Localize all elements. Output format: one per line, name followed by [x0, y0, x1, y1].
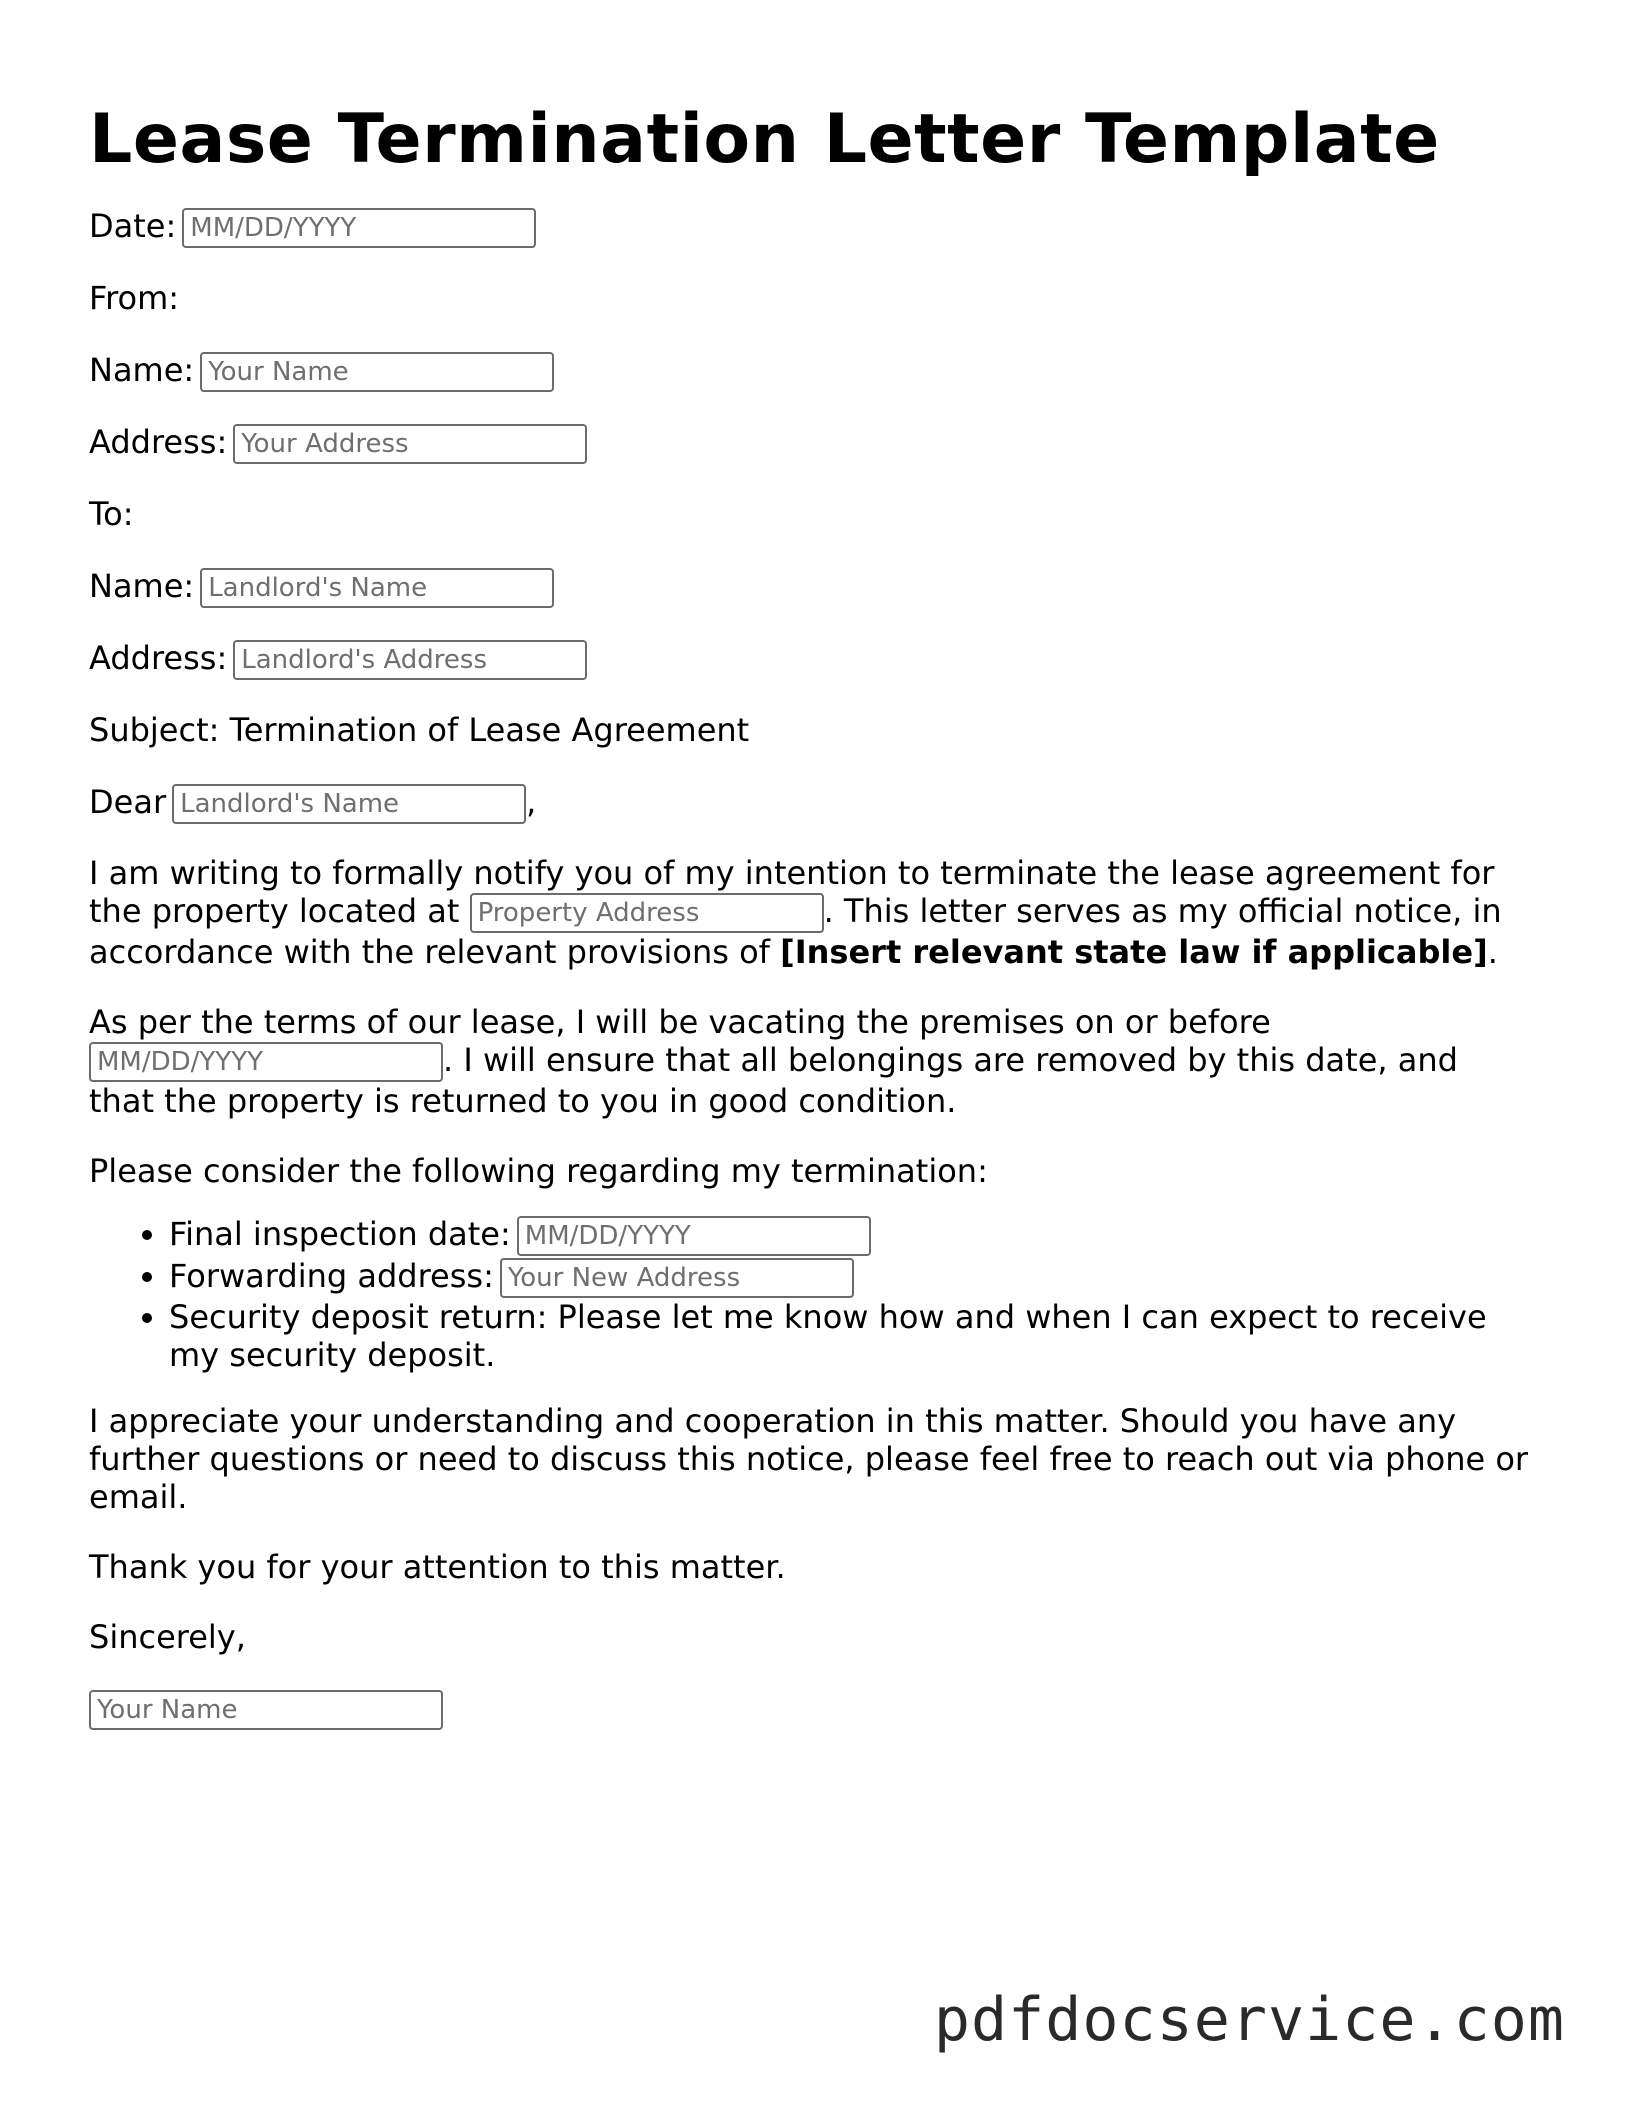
sender-address-label: Address: [89, 423, 228, 461]
sender-name-row [89, 350, 1529, 390]
vacate-text: As per the terms of our lease, I will be vacating the premises on or before [89, 1003, 1271, 1041]
to-heading: To: [89, 495, 134, 533]
list-item [169, 1256, 1529, 1298]
consider-intro: Please consider the following regarding my termination: [89, 1152, 988, 1190]
landlord-name-label: Name: [89, 567, 195, 605]
forwarding-address-input[interactable] [500, 1258, 854, 1298]
property-address-input[interactable] [470, 893, 824, 933]
signature-name-input[interactable] [89, 1690, 443, 1730]
landlord-address-input[interactable] [233, 640, 587, 680]
termination-details-list [89, 1214, 1529, 1374]
intent-period: . [1487, 933, 1498, 971]
closing-line: Sincerely, [89, 1618, 246, 1656]
landlord-name-row [89, 566, 1529, 606]
salutation-comma: , [526, 783, 537, 821]
date-label: Date: [89, 207, 177, 245]
appreciation-paragraph: I appreciate your understanding and cooperation in this matter. Should you have any further questions or need to discuss this notice, please feel free to reach out via phone or email. [89, 1402, 1529, 1516]
salutation-prefix: Dear [89, 783, 167, 821]
vacate-paragraph [89, 1003, 1529, 1120]
state-law-placeholder: [Insert relevant state law if applicable] [780, 933, 1488, 971]
list-item [169, 1298, 1529, 1374]
sender-address-row [89, 422, 1529, 462]
salutation-row [89, 782, 1529, 822]
date-row [89, 206, 1529, 246]
intent-paragraph [89, 854, 1529, 971]
list-item [169, 1214, 1529, 1256]
vacate-date-input[interactable] [89, 1042, 443, 1082]
landlord-name-input[interactable] [200, 568, 554, 608]
subject-line: Subject: Termination of Lease Agreement [89, 711, 750, 749]
thanks-line: Thank you for your attention to this matter. [89, 1548, 786, 1586]
intent-text: I am writing to formally notify you of my intention to terminate the lease agreement for the property located at [89, 854, 1495, 930]
deposit-text: Security deposit return: Please let me know how and when I can expect to receive my security deposit. [169, 1298, 1487, 1374]
signature-row [89, 1688, 1529, 1728]
letter-page [89, 100, 1529, 1760]
sender-name-label: Name: [89, 351, 195, 389]
landlord-address-label: Address: [89, 639, 228, 677]
date-input[interactable] [182, 208, 536, 248]
notice-text: . This letter serves as my official notice, in accordance with the relevant provisions of [89, 892, 1502, 971]
belongings-text: . I will ensure that all belongings are removed by this date, and that the property is returned to you in good condition. [89, 1041, 1458, 1120]
salutation-landlord-input[interactable] [172, 784, 526, 824]
from-heading: From: [89, 279, 180, 317]
landlord-address-row [89, 638, 1529, 678]
sender-name-input[interactable] [200, 352, 554, 392]
page-title: Lease Termination Letter Template [89, 100, 1440, 179]
sender-address-input[interactable] [233, 424, 587, 464]
inspection-date-input[interactable] [517, 1216, 871, 1256]
watermark: pdfdocservice.com [933, 1985, 1565, 2055]
forwarding-address-label: Forwarding address: [169, 1257, 494, 1295]
inspection-date-label: Final inspection date: [169, 1215, 511, 1253]
